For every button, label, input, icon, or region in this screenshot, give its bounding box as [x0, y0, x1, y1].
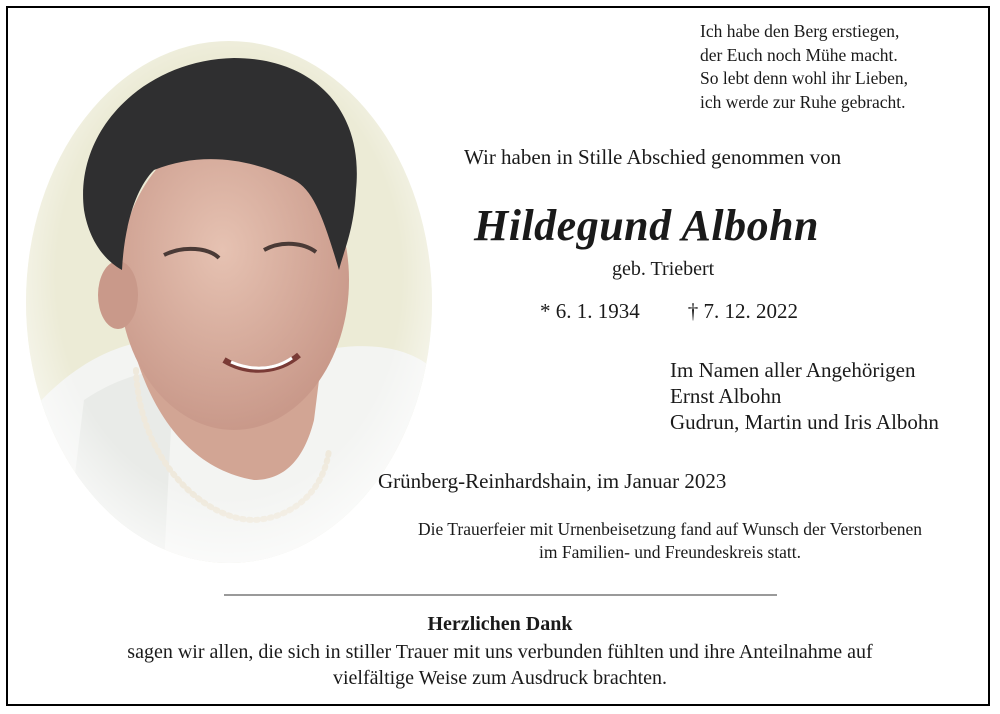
- thanks-line: vielfältige Weise zum Ausdruck brachten.: [332, 667, 668, 689]
- maiden-name: geb. Triebert: [612, 258, 715, 280]
- divider: [224, 594, 777, 596]
- thanks-text: [0, 639, 1000, 691]
- deceased-name: Hildegund Albohn: [474, 201, 820, 250]
- thanks-line: sagen wir allen, die sich in stiller Trauer mit uns verbunden fühlten und ihre Anteilnahme auf: [127, 641, 873, 663]
- poem-line: der Euch noch Mühe macht.: [700, 44, 898, 65]
- poem-line: Ich habe den Berg erstiegen,: [700, 21, 900, 41]
- family-line: Im Namen aller Angehörigen: [670, 358, 916, 382]
- ceremony-line: im Familien- und Freundeskreis statt.: [539, 542, 801, 562]
- family-signature: [670, 357, 939, 435]
- family-line: Gudrun, Martin und Iris Albohn: [670, 410, 939, 434]
- portrait-photo: [24, 40, 434, 565]
- intro-text: Wir haben in Stille Abschied genommen von: [464, 145, 842, 169]
- poem: [700, 20, 970, 114]
- birth-date: * 6. 1. 1934: [540, 299, 640, 323]
- place-date: Grünberg-Reinhardshain, im Januar 2023: [378, 469, 727, 493]
- ceremony-note: [360, 518, 980, 564]
- ceremony-line: Die Trauerfeier mit Urnenbeisetzung fand auf Wunsch der Verstorbenen: [417, 519, 923, 539]
- thanks-heading: Herzlichen Dank: [427, 613, 573, 635]
- poem-line: So lebt denn wohl ihr Lieben,: [700, 68, 909, 88]
- poem-line: ich werde zur Ruhe gebracht.: [700, 91, 906, 112]
- family-line: Ernst Albohn: [670, 384, 782, 408]
- life-dates: [540, 299, 798, 324]
- death-date: † 7. 12. 2022: [687, 299, 798, 323]
